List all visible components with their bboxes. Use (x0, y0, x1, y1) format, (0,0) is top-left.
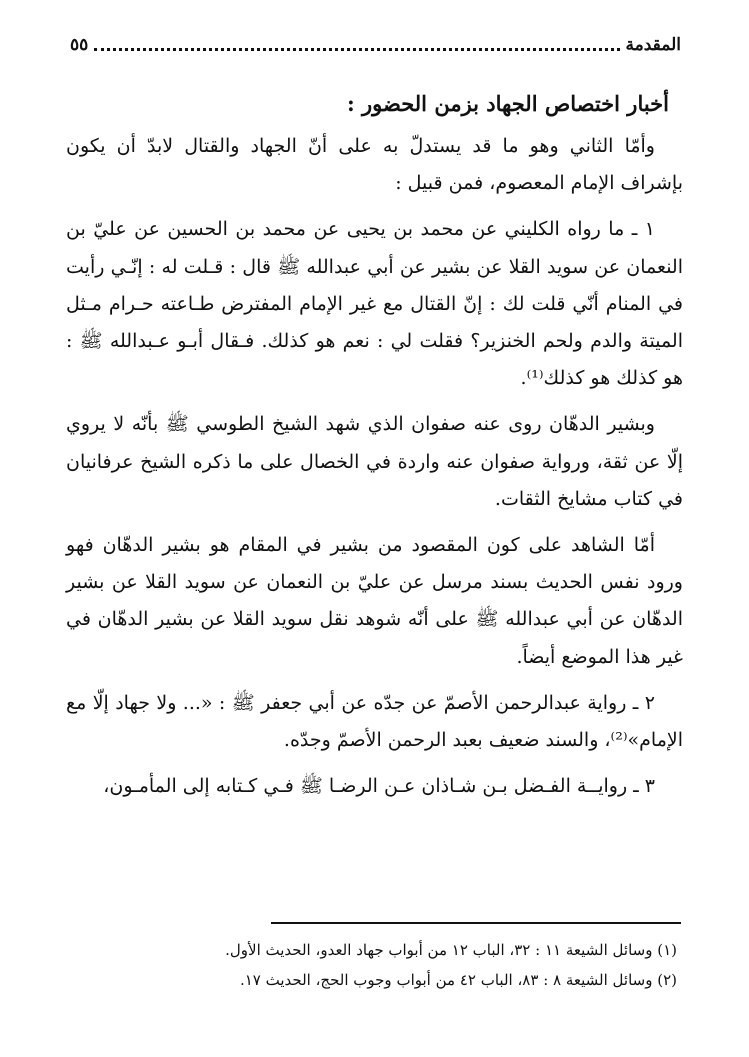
section-heading: أخبار اختصاص الجهاد بزمن الحضور : (346, 91, 669, 116)
footnote-2: (٢) وسائل الشيعة ٨ : ٨٣، الباب ٤٢ من أبواب وجوب الحج، الحديث ١٧. (239, 971, 677, 989)
header-title: المقدمة (625, 35, 681, 55)
paragraph-narration-3: ٣ ـ روايــة الفـضل بـن شـاذان عـن الرضـا ﷺ فـي كـتابه إلى المأمـون، (103, 775, 655, 798)
paragraph-evidence: أمّا الشاهد على كون المقصود من بشير في المقام هو بشير الدهّان فهو ورود نفس الحديث بسند مرسل عن عليّ بن النعمان عن سويد القلا عن بشير الدهّان عن أبي عبدالله ﷺ على أنّه شوهد نقل سويد القلا عن بشير الدهّان في غير هذا الموضع أيضاً. (66, 534, 683, 668)
body-text (66, 84, 683, 814)
paragraph-narration-1: ١ ـ ما رواه الكليني عن محمد بن يحيى عن محمد بن الحسين عن عليّ بن النعمان عن سويد القلا عن بشير عن أبي عبدالله ﷺ قال : قـلت له : إنّـي رأيت في المنام أنّي قلت لك : إنّ القتال مع غير الإمام المفترض طـاعته حـرام مـثل الميتة والدم ولحم الخنزير؟ فقلت لي : نعم هو كذلك. فـقال أبـو عـبدالله ﷺ : هو كذلك هو كذلك⁽¹⁾. (66, 218, 683, 390)
footnote-separator (271, 922, 681, 924)
running-header (70, 30, 681, 60)
footnote-1: (١) وسائل الشيعة ١١ : ٣٢، الباب ١٢ من أبواب جهاد العدو، الحديث الأول. (225, 941, 677, 959)
paragraph-narration-2: ٢ ـ رواية عبدالرحمن الأصمّ عن جدّه عن أبي جعفر ﷺ : «... ولا جهاد إلّا مع الإمام»⁽²⁾، والسند ضعيف بعبد الرحمن الأصمّ وجدّه. (66, 691, 683, 752)
page-number: ٥٥ (70, 35, 89, 55)
footnotes (66, 935, 683, 995)
paragraph-intro: وأمّا الثاني وهو ما قد يستدلّ به على أنّ الجهاد والقتال لابدّ أن يكون بإشراف الإمام المعصوم، فمن قبيل : (66, 135, 683, 195)
header-dot-leader (94, 46, 619, 51)
paragraph-bashir: وبشير الدهّان روى عنه صفوان الذي شهد الشيخ الطوسي ﷺ بأنّه لا يروي إلّا عن ثقة، ورواية صفوان عنه واردة في الخصال على ما ذكره الشيخ عرفانيان في كتاب مشايخ الثقات. (66, 413, 683, 510)
